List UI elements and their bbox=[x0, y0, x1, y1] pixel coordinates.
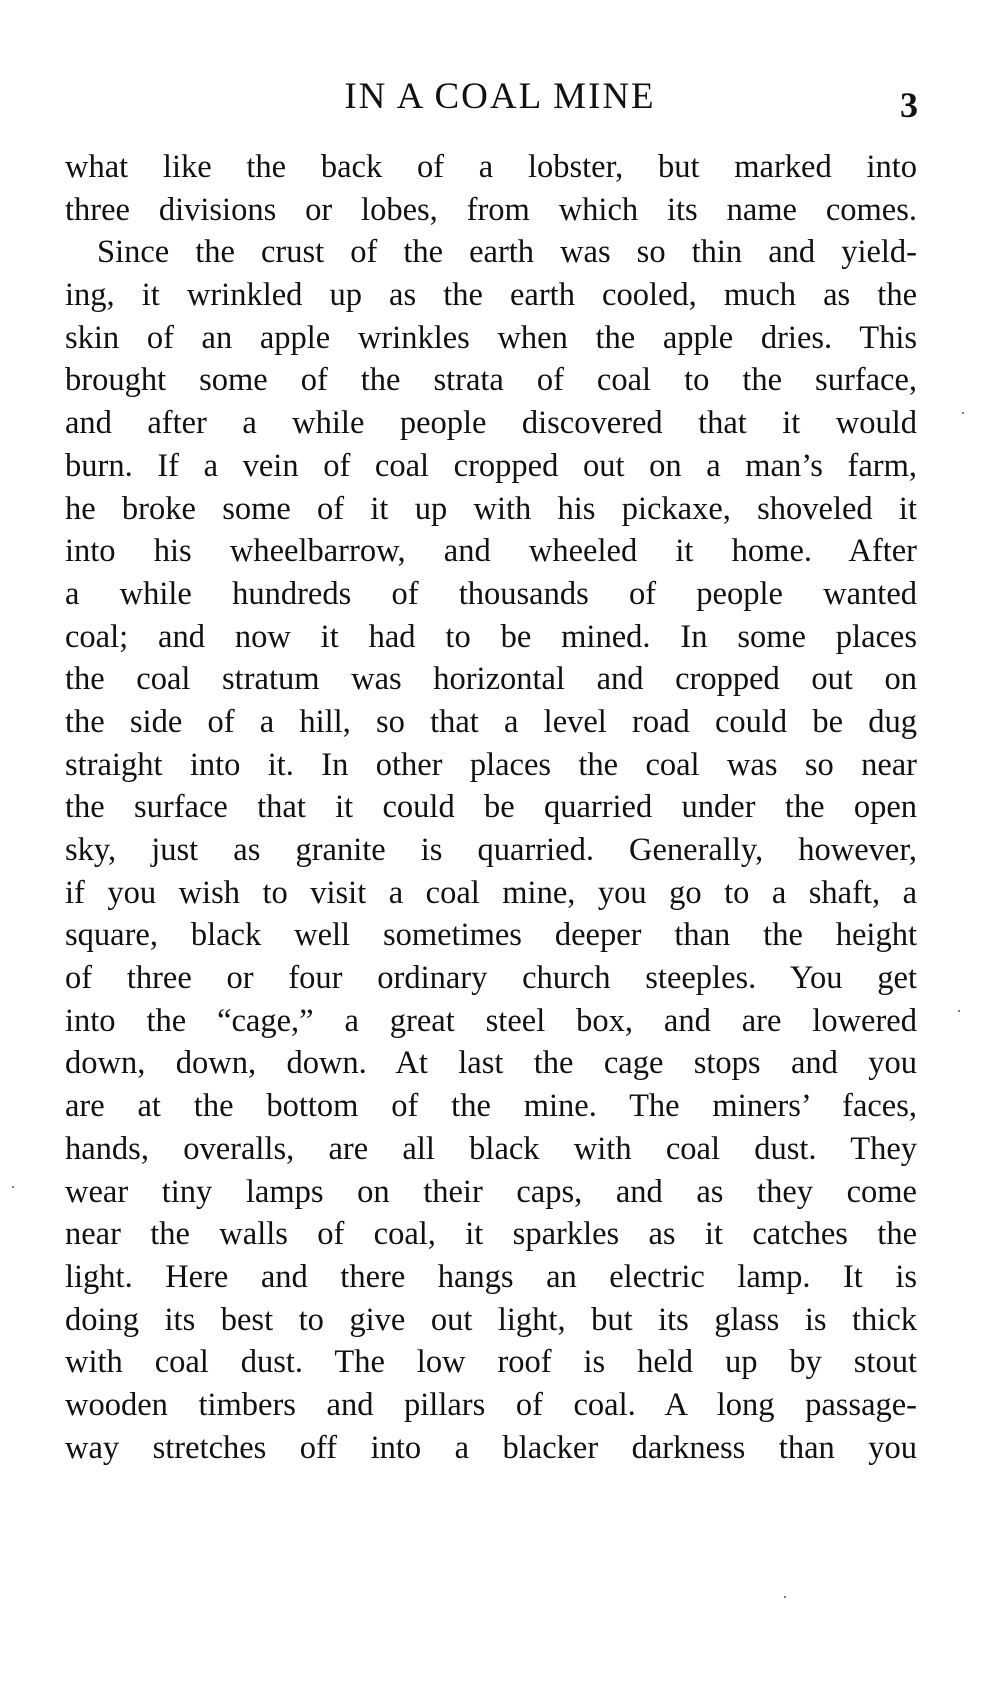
running-title: IN A COAL MINE bbox=[344, 76, 656, 117]
text-line-content: skin of an apple wrinkles when the apple dries. This bbox=[65, 319, 917, 356]
text-line bbox=[65, 1256, 917, 1299]
text-line-content: way stretches off into a blacker darkness than you bbox=[65, 1429, 917, 1466]
text-line bbox=[65, 530, 917, 573]
text-line bbox=[65, 445, 917, 488]
text-line-content: square, black well sometimes deeper than the height bbox=[65, 917, 917, 954]
text-line bbox=[65, 573, 917, 616]
text-line-content: down, down, down. At last the cage stops and you bbox=[65, 1045, 917, 1082]
text-line bbox=[65, 658, 917, 701]
text-line-content: three divisions or lobes, from which its name comes. bbox=[65, 191, 917, 228]
text-line-content: he broke some of it up with his pickaxe, shoveled it bbox=[65, 490, 917, 527]
text-line bbox=[65, 317, 917, 360]
text-line-content: what like the back of a lobster, but marked into bbox=[65, 149, 917, 185]
text-line-content: Since the crust of the earth was so thin and yield- bbox=[97, 234, 917, 271]
text-line bbox=[65, 488, 917, 531]
text-line bbox=[65, 701, 917, 744]
text-line bbox=[65, 1085, 917, 1128]
text-line bbox=[65, 274, 917, 317]
text-line bbox=[65, 1171, 917, 1214]
text-line-content: coal; and now it had to be mined. In some places bbox=[65, 618, 917, 655]
text-line-content: the coal stratum was horizontal and cropped out on bbox=[65, 661, 917, 698]
text-line bbox=[65, 146, 917, 189]
text-line-content: into his wheelbarrow, and wheeled it home. After bbox=[65, 533, 917, 570]
text-line-content: of three or four ordinary church steeples. You get bbox=[65, 960, 917, 997]
text-line-content: a while hundreds of thousands of people wanted bbox=[65, 575, 917, 612]
text-line bbox=[65, 914, 917, 957]
text-line-content: wooden timbers and pillars of coal. A long passage- bbox=[65, 1386, 917, 1423]
text-line-content: wear tiny lamps on their caps, and as they come bbox=[65, 1173, 917, 1210]
text-line-content: into the “cage,” a great steel box, and are lowered bbox=[65, 1002, 917, 1039]
text-line-content: light. Here and there hangs an electric lamp. It is bbox=[65, 1258, 917, 1295]
text-line-content: straight into it. In other places the coal was so near bbox=[65, 746, 917, 783]
text-line bbox=[65, 616, 917, 659]
text-line bbox=[65, 957, 917, 1000]
text-line bbox=[65, 402, 917, 445]
text-line-content: sky, just as granite is quarried. Generally, however, bbox=[65, 832, 917, 868]
text-line bbox=[65, 231, 917, 274]
text-line-content: hands, overalls, are all black with coal dust. They bbox=[65, 1130, 917, 1167]
text-line bbox=[65, 829, 917, 872]
text-line bbox=[65, 1384, 917, 1427]
paper-speck bbox=[12, 1186, 14, 1188]
text-line-content: the side of a hill, so that a level road could be dug bbox=[65, 703, 917, 740]
text-line bbox=[65, 1000, 917, 1043]
text-line-content: are at the bottom of the mine. The miners’ faces, bbox=[65, 1088, 917, 1125]
text-line bbox=[65, 1427, 917, 1470]
text-line-content: with coal dust. The low roof is held up by stout bbox=[65, 1344, 917, 1381]
text-line bbox=[65, 786, 917, 829]
text-line-content: ing, it wrinkled up as the earth cooled, much as the bbox=[65, 277, 917, 314]
text-line bbox=[65, 1213, 917, 1256]
text-line-content: brought some of the strata of coal to the surface, bbox=[65, 362, 917, 399]
text-line-content: if you wish to visit a coal mine, you go to a shaft, a bbox=[65, 874, 917, 911]
text-line bbox=[65, 744, 917, 787]
text-line bbox=[65, 1042, 917, 1085]
text-line-content: near the walls of coal, it sparkles as it catches the bbox=[65, 1216, 917, 1253]
text-line-content: the surface that it could be quarried under the open bbox=[65, 789, 917, 826]
text-line bbox=[65, 872, 917, 915]
text-line bbox=[65, 189, 917, 232]
body-text bbox=[65, 146, 917, 1469]
page-number: 3 bbox=[900, 85, 918, 125]
text-line-content: doing its best to give out light, but its glass is thick bbox=[65, 1301, 917, 1338]
text-line bbox=[65, 1128, 917, 1171]
paper-speck bbox=[784, 1596, 786, 1598]
text-line bbox=[65, 359, 917, 402]
paper-speck bbox=[958, 1010, 960, 1012]
paper-speck bbox=[962, 412, 964, 414]
text-line-content: burn. If a vein of coal cropped out on a man’s farm, bbox=[65, 447, 917, 484]
text-line bbox=[65, 1299, 917, 1342]
text-line-content: and after a while people discovered that it would bbox=[65, 405, 917, 442]
text-line bbox=[65, 1341, 917, 1384]
running-head bbox=[0, 72, 1000, 125]
